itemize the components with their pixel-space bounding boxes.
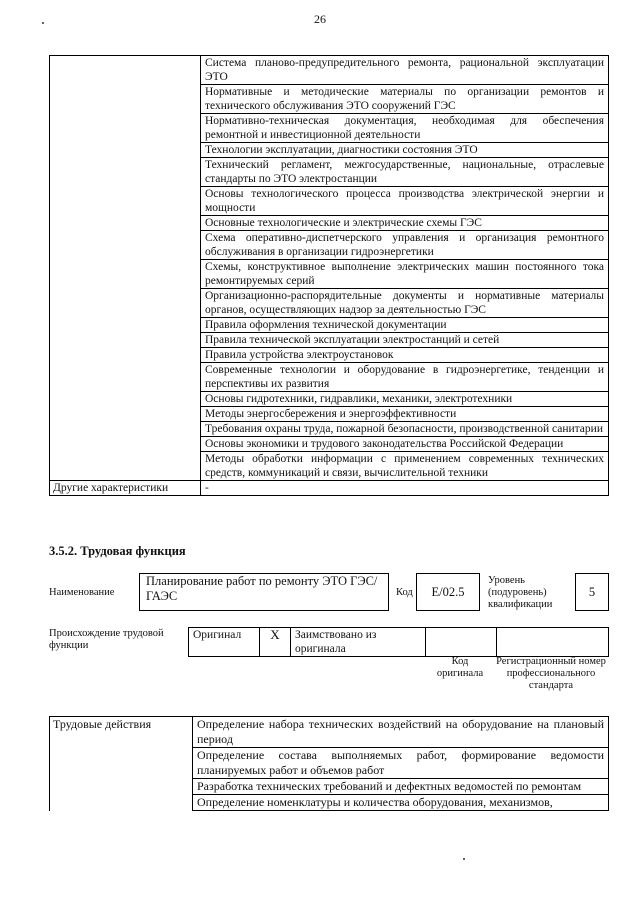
knowledge-row: Основы технологического процесса производства электрической энергии и мощности [201, 187, 609, 216]
scan-dot [463, 858, 465, 860]
function-name-box: Планирование работ по ремонту ЭТО ГЭС/ГАЭС [139, 573, 389, 611]
function-code-box: Е/02.5 [416, 573, 480, 611]
knowledge-row: Правила устройства электроустановок [201, 348, 609, 363]
registration-number-caption: Регистрационный номер профессионального стандарта [496, 656, 606, 691]
labour-actions-label: Трудовые действия [50, 717, 193, 748]
original-mark: X [260, 628, 291, 657]
other-characteristics-value: - [201, 481, 609, 496]
knowledge-row: Схемы, конструктивное выполнение электрических машин постоянного тока ремонтируемых серий [201, 260, 609, 289]
original-code-cell [426, 628, 497, 657]
knowledge-table [49, 55, 609, 496]
code-label: Код [396, 587, 413, 598]
level-label: Уровень (подуровень) квалификации [488, 575, 553, 610]
borrowed-cell: Заимствовано из оригинала [291, 628, 426, 657]
other-characteristics-label: Другие характеристики [50, 481, 201, 496]
knowledge-row: Основы гидротехники, гидравлики, механики, электротехники [201, 392, 609, 407]
knowledge-row: Нормативно-техническая документация, необходимая для обеспечения ремонтной и инвестиционной деятельности [201, 114, 609, 143]
knowledge-label-cell [50, 56, 201, 85]
labour-action-row: Определение номенклатуры и количества оборудования, механизмов, [193, 795, 609, 811]
knowledge-row: Требования охраны труда, пожарной безопасности, производственной санитарии [201, 422, 609, 437]
labour-action-row: Определение состава выполняемых работ, формирование ведомости планируемых работ и объемов работ [193, 748, 609, 779]
section-title: 3.5.2. Трудовая функция [49, 544, 186, 558]
origin-label: Происхождение трудовой функции [49, 628, 164, 651]
labour-action-row: Определение набора технических воздействий на оборудование на плановый период [193, 717, 609, 748]
labour-actions-table [49, 716, 609, 811]
original-cell: Оригинал [189, 628, 260, 657]
knowledge-row: Нормативные и методические материалы по организации ремонтов и технического обслуживания ЭТО сооружений ГЭС [201, 85, 609, 114]
name-label: Наименование [49, 587, 115, 598]
knowledge-row: Методы энергосбережения и энергоэффективности [201, 407, 609, 422]
knowledge-row: Правила оформления технической документации [201, 318, 609, 333]
knowledge-row: Методы обработки информации с применением современных технических средств, коммуникаций и связи, вычислительной техники [201, 452, 609, 481]
page-number: 26 [314, 12, 326, 26]
knowledge-row: Технологии эксплуатации, диагностики состояния ЭТО [201, 143, 609, 158]
knowledge-row: Основные технологические и электрические схемы ГЭС [201, 216, 609, 231]
registration-number-cell [497, 628, 609, 657]
labour-action-row: Разработка технических требований и дефектных ведомостей по ремонтам [193, 779, 609, 795]
knowledge-row: Технический регламент, межгосударственные, национальные, отраслевые стандарты по ЭТО электростанции [201, 158, 609, 187]
knowledge-row: Современные технологии и оборудование в гидроэнергетике, тенденции и перспективы их развития [201, 363, 609, 392]
scan-dot [42, 22, 44, 24]
knowledge-row: Организационно-распорядительные документы и нормативные материалы органов, осуществляющих надзор за деятельностью ГЭС [201, 289, 609, 318]
knowledge-row: Схема оперативно-диспетчерского управления и организация ремонтного обслуживания в организации гидроэнергетики [201, 231, 609, 260]
original-code-caption: Код оригинала [436, 656, 484, 679]
origin-table [188, 627, 609, 657]
level-value-box: 5 [575, 573, 609, 611]
knowledge-row: Система планово-предупредительного ремонта, рациональной эксплуатации ЭТО [201, 56, 609, 85]
knowledge-row: Основы экономики и трудового законодательства Российской Федерации [201, 437, 609, 452]
knowledge-row: Правила технической эксплуатации электростанций и сетей [201, 333, 609, 348]
